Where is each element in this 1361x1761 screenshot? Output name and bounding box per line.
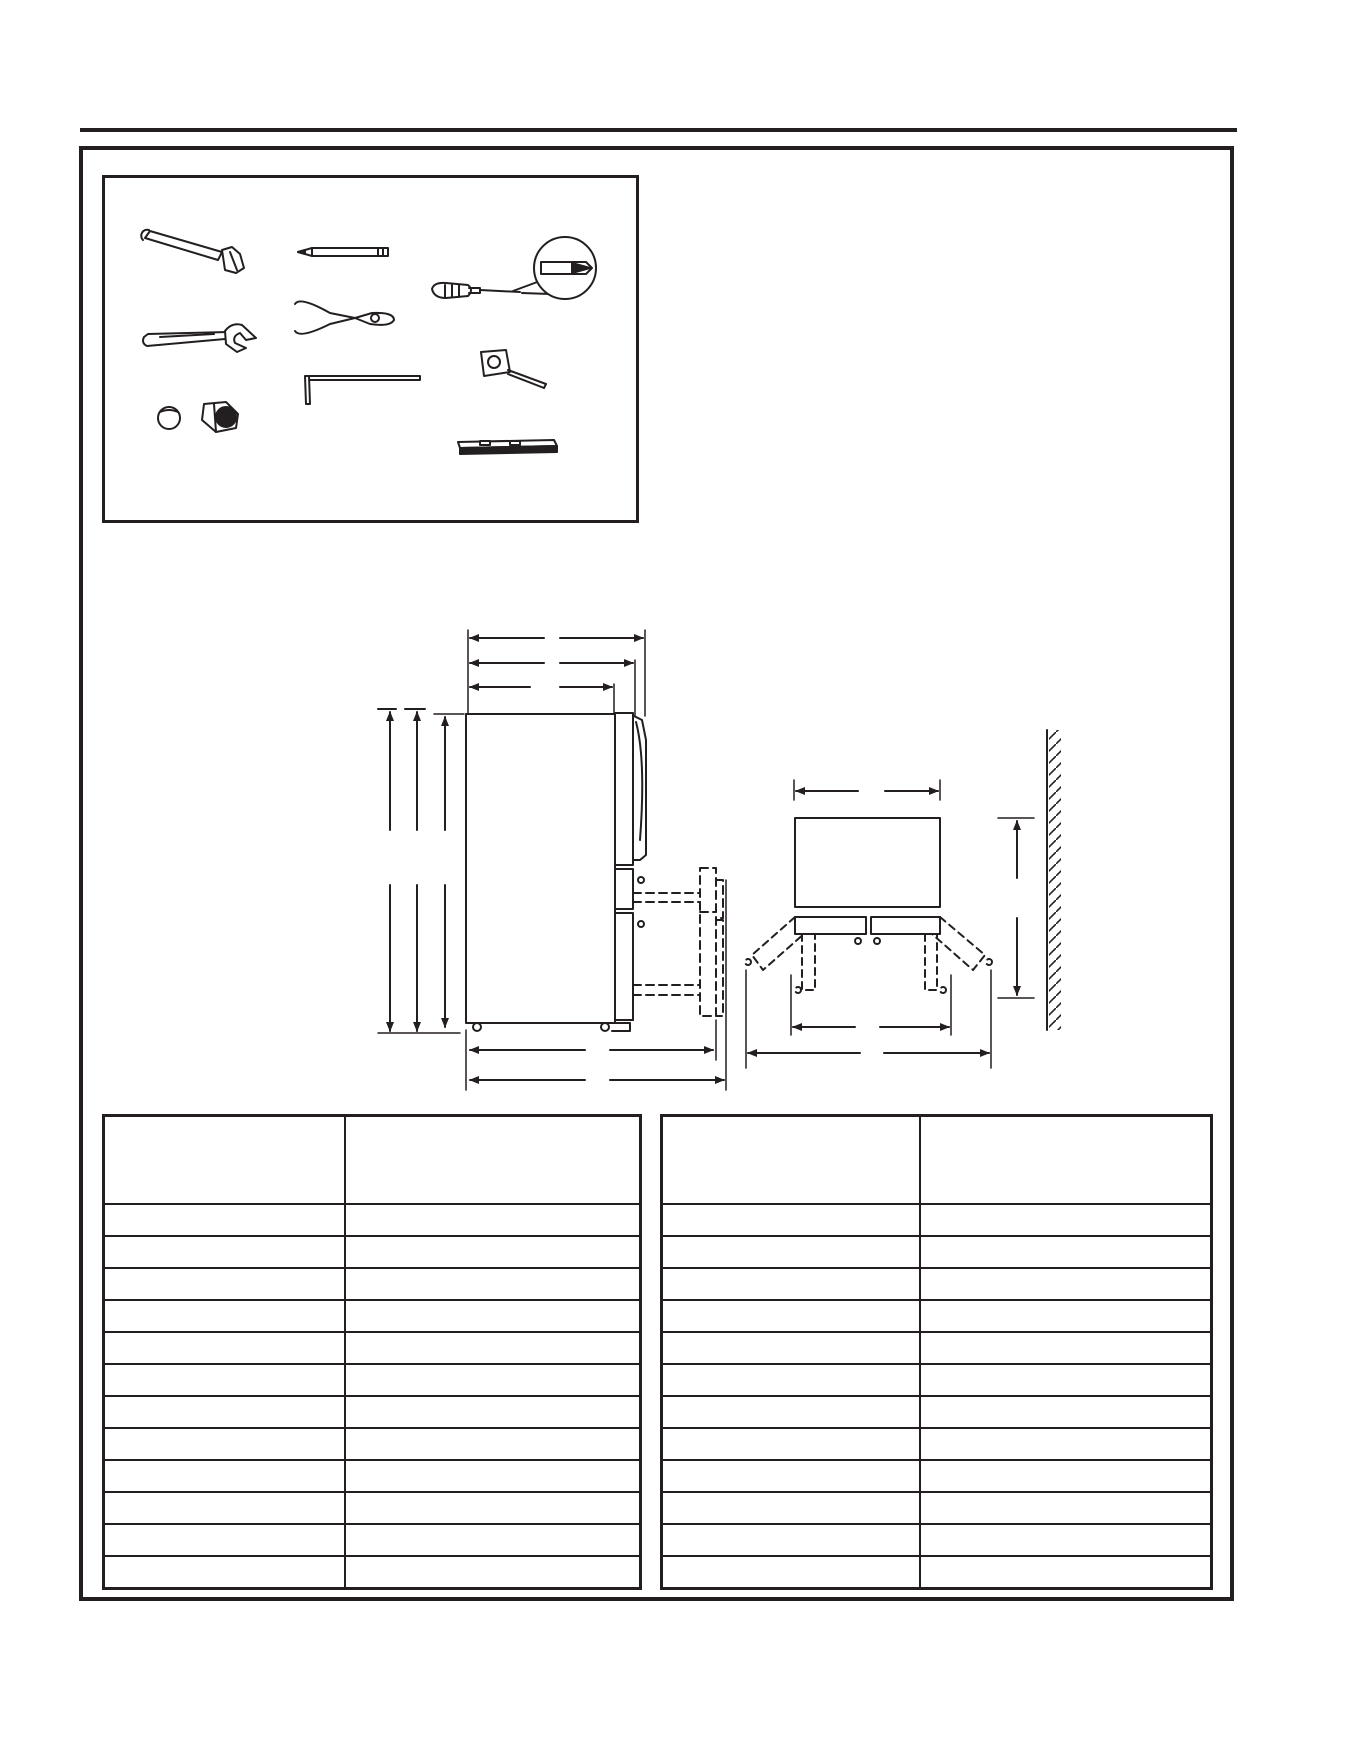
table-cell: [104, 1492, 345, 1524]
table-row: [104, 1396, 641, 1428]
table-row: [104, 1332, 641, 1364]
table-cell: [920, 1300, 1212, 1332]
table-cell: [662, 1268, 920, 1300]
table-row: [104, 1364, 641, 1396]
table-row: [104, 1428, 641, 1460]
level-icon: [458, 440, 557, 454]
table-header-row: [104, 1116, 641, 1205]
table-header-row: [662, 1116, 1212, 1205]
table-cell: [920, 1204, 1212, 1236]
pencil-icon: [298, 248, 388, 256]
table-cell: [662, 1300, 920, 1332]
table-cell: [662, 1396, 920, 1428]
table-cell: [345, 1364, 641, 1396]
table-row: [104, 1492, 641, 1524]
table-row: [662, 1556, 1212, 1589]
socket-wrench-icon: [141, 230, 244, 273]
table-cell: [920, 1268, 1212, 1300]
table-row: [662, 1300, 1212, 1332]
table-cell: [662, 1116, 920, 1205]
table-cell: [104, 1332, 345, 1364]
table-row: [662, 1364, 1212, 1396]
table-cell: [104, 1460, 345, 1492]
table-row: [662, 1492, 1212, 1524]
table-cell: [345, 1524, 641, 1556]
table-row: [662, 1268, 1212, 1300]
table-cell: [920, 1556, 1212, 1589]
table-row: [104, 1300, 641, 1332]
right-spec-table: [660, 1114, 1213, 1590]
table-cell: [662, 1236, 920, 1268]
table-cell: [920, 1116, 1212, 1205]
table-cell: [920, 1428, 1212, 1460]
refrigerator-side-view-icon: [378, 630, 726, 1090]
table-cell: [104, 1364, 345, 1396]
table-row: [104, 1556, 641, 1589]
table-cell: [104, 1300, 345, 1332]
table-row: [662, 1460, 1212, 1492]
table-cell: [662, 1364, 920, 1396]
tape-measure-icon: [481, 350, 546, 388]
table-cell: [104, 1268, 345, 1300]
table-cell: [662, 1460, 920, 1492]
table-cell: [345, 1116, 641, 1205]
table-cell: [104, 1204, 345, 1236]
table-cell: [104, 1396, 345, 1428]
table-row: [104, 1236, 641, 1268]
table-cell: [345, 1268, 641, 1300]
table-row: [662, 1332, 1212, 1364]
hex-key-icon: [305, 376, 420, 404]
table-cell: [345, 1460, 641, 1492]
table-cell: [104, 1236, 345, 1268]
table-cell: [920, 1364, 1212, 1396]
table-cell: [662, 1492, 920, 1524]
table-cell: [920, 1332, 1212, 1364]
phillips-screwdriver-icon: [432, 237, 596, 299]
table-row: [662, 1396, 1212, 1428]
table-row: [104, 1460, 641, 1492]
table-cell: [104, 1116, 345, 1205]
table-cell: [345, 1428, 641, 1460]
table-cell: [662, 1332, 920, 1364]
left-spec-table: [102, 1114, 642, 1590]
table-cell: [345, 1396, 641, 1428]
table-cell: [662, 1524, 920, 1556]
compression-sleeve-icon: [158, 407, 180, 429]
table-row: [104, 1204, 641, 1236]
table-cell: [104, 1524, 345, 1556]
table-row: [104, 1524, 641, 1556]
compression-nut-icon: [202, 402, 238, 432]
table-cell: [662, 1428, 920, 1460]
table-cell: [345, 1332, 641, 1364]
table-cell: [920, 1396, 1212, 1428]
table-cell: [345, 1300, 641, 1332]
table-cell: [345, 1236, 641, 1268]
table-cell: [345, 1204, 641, 1236]
table-cell: [104, 1556, 345, 1589]
pliers-icon: [295, 301, 394, 333]
table-cell: [104, 1428, 345, 1460]
table-cell: [345, 1492, 641, 1524]
table-row: [104, 1268, 641, 1300]
refrigerator-top-view-icon: [745, 730, 1061, 1068]
table-row: [662, 1236, 1212, 1268]
table-row: [662, 1524, 1212, 1556]
table-cell: [345, 1556, 641, 1589]
table-cell: [920, 1236, 1212, 1268]
table-cell: [920, 1492, 1212, 1524]
table-row: [662, 1204, 1212, 1236]
table-row: [662, 1428, 1212, 1460]
table-cell: [920, 1524, 1212, 1556]
table-cell: [662, 1204, 920, 1236]
adjustable-wrench-icon: [143, 324, 256, 352]
table-cell: [662, 1556, 920, 1589]
table-cell: [920, 1460, 1212, 1492]
